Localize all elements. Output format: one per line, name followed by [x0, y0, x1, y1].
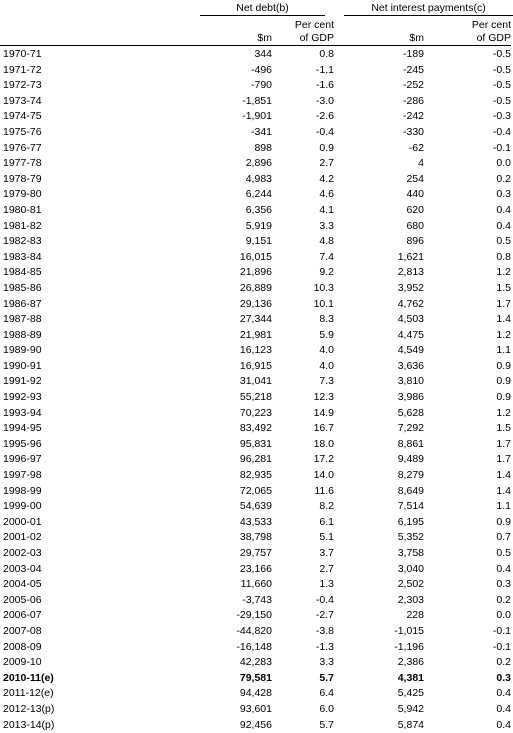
net-interest-cell: 4,549 — [397, 344, 424, 357]
year-cell: 1980-81 — [3, 203, 42, 216]
table-row — [0, 109, 513, 125]
net-debt-cell: 23,166 — [239, 562, 272, 575]
net-interest-cell: -1,015 — [394, 624, 424, 637]
year-cell: 1998-99 — [3, 484, 42, 497]
net-interest-cell: -189 — [402, 48, 424, 60]
table-row — [0, 671, 513, 687]
net-interest-cell: 8,649 — [397, 484, 424, 497]
net-interest-pct-cell: 1.2 — [496, 266, 511, 279]
year-cell: 1976-77 — [3, 141, 42, 154]
year-cell: 1981-82 — [3, 219, 42, 232]
net-interest-pct-cell: 1.7 — [496, 297, 511, 310]
net-debt-cell: 16,915 — [239, 359, 272, 372]
table-row — [0, 577, 513, 593]
net-debt-cell: -496 — [250, 63, 272, 76]
table-row — [0, 219, 513, 235]
table-row — [0, 374, 513, 390]
net-interest-pct-cell: 0.0 — [496, 609, 511, 622]
net-debt-pct-cell: -1.1 — [315, 63, 334, 76]
net-debt-pct-cell: 0.9 — [319, 141, 334, 154]
net-debt-cell: -341 — [250, 125, 272, 138]
net-interest-pct-cell: -0.4 — [492, 125, 511, 138]
table-row — [0, 47, 513, 63]
net-debt-cell: 6,244 — [245, 188, 272, 201]
net-debt-cell: 21,981 — [239, 328, 272, 341]
net-interest-pct-cell: 0.2 — [496, 172, 511, 185]
net-interest-cell: 5,628 — [397, 406, 424, 419]
net-interest-cell: -245 — [402, 63, 424, 76]
net-debt-cell: 31,041 — [239, 375, 272, 388]
net-interest-pct-cell: 0.9 — [496, 515, 511, 528]
table-row — [0, 421, 513, 437]
year-cell: 2002-03 — [3, 547, 42, 559]
table-row — [0, 78, 513, 94]
year-cell: 2009-10 — [3, 656, 42, 669]
year-cell: 2004-05 — [3, 578, 42, 591]
net-debt-pct-cell: 16.7 — [313, 422, 334, 435]
table-row — [0, 343, 513, 359]
year-cell: 1999-00 — [3, 500, 42, 513]
year-cell: 1975-76 — [3, 125, 42, 138]
net-debt-pct-cell: 5.1 — [319, 531, 334, 544]
net-debt-pct-cell: 3.3 — [319, 656, 334, 669]
net-interest-pct-cell: -0.5 — [492, 63, 511, 76]
table-row — [0, 452, 513, 468]
table-row — [0, 187, 513, 203]
net-debt-pct-cell: 6.0 — [319, 702, 334, 715]
year-cell: 1986-87 — [3, 297, 42, 310]
net-interest-pct-cell: 0.9 — [496, 391, 511, 404]
net-debt-pct-cell: 8.3 — [319, 313, 334, 326]
net-interest-cell: 5,352 — [397, 531, 424, 544]
year-cell: 1996-97 — [3, 453, 42, 466]
net-debt-pct-cell: 10.3 — [313, 281, 334, 294]
table-row — [0, 624, 513, 640]
year-cell: 2000-01 — [3, 515, 42, 528]
year-cell: 1997-98 — [3, 469, 42, 482]
net-interest-cell: 254 — [406, 172, 424, 185]
net-interest-pct-cell: 0.4 — [496, 219, 511, 232]
net-interest-cell: -62 — [408, 141, 424, 154]
net-debt-cell: 344 — [254, 48, 272, 60]
net-debt-pct-cell: 4.0 — [319, 359, 334, 372]
table-row — [0, 250, 513, 266]
net-debt-pct-cell: 14.9 — [313, 406, 334, 419]
net-debt-cell: 29,757 — [239, 547, 272, 559]
net-interest-pct-cell: -0.5 — [492, 79, 511, 92]
year-cell: 1982-83 — [3, 235, 42, 248]
net-interest-pct-cell: 1.5 — [496, 281, 511, 294]
net-debt-dollars-header: $m — [257, 32, 272, 44]
year-cell: 2001-02 — [3, 531, 42, 544]
net-interest-cell: 8,279 — [397, 469, 424, 482]
table-row — [0, 484, 513, 500]
net-interest-cell: 5,942 — [397, 702, 424, 715]
year-cell: 1974-75 — [3, 110, 42, 123]
net-debt-pct-header-line2: of GDP — [299, 32, 334, 44]
table-row — [0, 234, 513, 250]
net-debt-cell: 4,983 — [245, 172, 272, 185]
table-row — [0, 640, 513, 656]
net-debt-cell: -790 — [250, 79, 272, 92]
net-debt-cell: 83,492 — [239, 422, 272, 435]
net-debt-cell: 92,456 — [239, 718, 272, 731]
net-debt-pct-cell: 10.1 — [313, 297, 334, 310]
net-interest-pct-cell: -0.3 — [492, 110, 511, 123]
net-debt-pct-cell: -3.0 — [315, 94, 334, 107]
net-interest-pct-cell: -0.5 — [492, 94, 511, 107]
net-debt-pct-cell: 7.4 — [319, 250, 334, 263]
year-cell: 1989-90 — [3, 344, 42, 357]
table-row — [0, 265, 513, 281]
year-cell: 1993-94 — [3, 406, 42, 419]
net-interest-pct-cell: 1.5 — [496, 422, 511, 435]
table-row — [0, 141, 513, 157]
net-interest-pct-cell: 0.4 — [496, 562, 511, 575]
net-debt-pct-cell: 5.9 — [319, 328, 334, 341]
net-debt-cell: 16,123 — [239, 344, 272, 357]
table-row — [0, 312, 513, 328]
net-interest-cell: 5,425 — [397, 687, 424, 700]
net-debt-cell: 26,889 — [239, 281, 272, 294]
year-cell: 1991-92 — [3, 375, 42, 388]
net-interest-pct-cell: 0.8 — [496, 250, 511, 263]
net-interest-cell: 1,621 — [397, 250, 424, 263]
net-debt-pct-cell: -1.6 — [315, 79, 334, 92]
net-interest-pct-cell: 0.9 — [496, 375, 511, 388]
year-cell: 1990-91 — [3, 359, 42, 372]
net-debt-cell: 898 — [254, 141, 272, 154]
table-row — [0, 328, 513, 344]
net-debt-pct-cell: -3.8 — [315, 624, 334, 637]
table-row — [0, 94, 513, 110]
year-cell: 1972-73 — [3, 79, 42, 92]
net-debt-pct-cell: -2.6 — [315, 110, 334, 123]
table-row — [0, 608, 513, 624]
table-row — [0, 390, 513, 406]
net-interest-pct-cell: 1.2 — [496, 328, 511, 341]
net-interest-pct-header — [472, 19, 511, 45]
net-interest-pct-cell: -0.1 — [492, 640, 511, 653]
net-debt-cell: -44,820 — [236, 624, 272, 637]
net-debt-cell: 94,428 — [239, 687, 272, 700]
table-row — [0, 655, 513, 671]
net-debt-pct-cell: 4.2 — [319, 172, 334, 185]
net-debt-pct-cell: 4.8 — [319, 235, 334, 248]
net-debt-cell: 2,896 — [245, 157, 272, 170]
net-debt-pct-cell: -0.4 — [315, 593, 334, 606]
year-cell: 1987-88 — [3, 313, 42, 326]
net-debt-pct-cell: 2.7 — [319, 562, 334, 575]
net-debt-cell: 54,639 — [239, 500, 272, 513]
net-debt-cell: 79,581 — [239, 671, 272, 684]
net-interest-cell: 2,502 — [397, 578, 424, 591]
net-debt-pct-cell: 2.7 — [319, 157, 334, 170]
year-cell: 2005-06 — [3, 593, 42, 606]
year-cell: 1988-89 — [3, 328, 42, 341]
year-cell: 1994-95 — [3, 422, 42, 435]
net-debt-pct-cell: 4.1 — [319, 203, 334, 216]
net-interest-cell: 6,195 — [397, 515, 424, 528]
year-cell: 1984-85 — [3, 266, 42, 279]
table-row — [0, 686, 513, 702]
net-debt-cell: -1,901 — [242, 110, 272, 123]
net-interest-pct-cell: 0.4 — [496, 687, 511, 700]
table-row — [0, 718, 513, 733]
net-debt-cell: 27,344 — [239, 313, 272, 326]
net-interest-cell: 2,303 — [397, 593, 424, 606]
net-interest-pct-header-line2: of GDP — [476, 32, 511, 44]
net-interest-pct-cell: 0.3 — [496, 188, 511, 201]
year-cell: 2012-13(p) — [3, 702, 55, 715]
net-interest-pct-cell: 0.4 — [496, 203, 511, 216]
table-row — [0, 297, 513, 313]
net-interest-cell: 440 — [406, 188, 424, 201]
net-debt-cell: 43,533 — [239, 515, 272, 528]
net-debt-pct-cell: -0.4 — [315, 125, 334, 138]
net-debt-cell: 96,281 — [239, 453, 272, 466]
table-row — [0, 702, 513, 718]
net-debt-pct-cell: 11.6 — [314, 484, 334, 497]
net-debt-cell: 95,831 — [239, 437, 272, 450]
net-interest-cell: 4 — [418, 157, 424, 170]
net-interest-pct-cell: 1.7 — [496, 453, 511, 466]
table-row — [0, 125, 513, 141]
table-row — [0, 63, 513, 79]
net-interest-cell: 3,952 — [397, 281, 424, 294]
table-row — [0, 468, 513, 484]
net-interest-pct-cell: 0.4 — [496, 718, 511, 731]
year-cell: 1983-84 — [3, 250, 42, 263]
table-row — [0, 406, 513, 422]
year-cell: 1995-96 — [3, 437, 42, 450]
net-interest-cell: -286 — [402, 94, 424, 107]
net-interest-cell: 2,813 — [397, 266, 424, 279]
year-cell: 1985-86 — [3, 281, 42, 294]
year-cell: 1971-72 — [3, 63, 42, 76]
table-row — [0, 437, 513, 453]
net-interest-cell: 680 — [406, 219, 424, 232]
header-rule — [0, 45, 511, 46]
net-interest-pct-cell: 0.7 — [496, 531, 511, 544]
net-debt-cell: 38,798 — [239, 531, 272, 544]
net-interest-pct-cell: 1.1 — [496, 500, 511, 513]
year-cell: 2013-14(p) — [3, 718, 55, 731]
net-interest-cell: 4,381 — [397, 671, 424, 684]
net-debt-pct-cell: 4.0 — [319, 344, 334, 357]
net-interest-pct-cell: -0.1 — [492, 624, 511, 637]
net-interest-cell: 3,040 — [397, 562, 424, 575]
net-debt-pct-cell: 17.2 — [313, 453, 334, 466]
net-interest-pct-cell: 1.4 — [496, 484, 511, 497]
net-interest-pct-header-line1: Per cent — [471, 19, 511, 31]
net-debt-pct-cell: 3.7 — [319, 547, 334, 559]
net-interest-pct-cell: 0.5 — [496, 235, 511, 248]
net-debt-cell: 72,065 — [239, 484, 272, 497]
net-debt-pct-cell: 12.3 — [313, 391, 334, 404]
year-cell: 2010-11(e) — [3, 671, 54, 684]
net-debt-cell: -16,148 — [236, 640, 272, 653]
net-interest-pct-cell: 1.4 — [496, 313, 511, 326]
net-interest-cell: 3,986 — [397, 391, 424, 404]
net-debt-cell: 42,283 — [239, 656, 272, 669]
net-debt-cell: 16,015 — [239, 250, 272, 263]
net-interest-cell: 8,861 — [397, 437, 424, 450]
net-debt-pct-cell: 3.3 — [319, 219, 334, 232]
net-interest-pct-cell: 0.3 — [496, 671, 511, 684]
table-body — [0, 47, 513, 733]
net-interest-cell: 896 — [406, 235, 424, 248]
year-cell: 2008-09 — [3, 640, 42, 653]
net-debt-cell: 93,601 — [239, 702, 272, 715]
net-debt-cell: 82,935 — [239, 469, 272, 482]
net-interest-group-header: Net interest payments(c) — [344, 1, 513, 16]
net-interest-pct-cell: 1.7 — [496, 437, 511, 450]
net-debt-pct-cell: 5.7 — [319, 718, 334, 731]
net-debt-pct-cell: 6.1 — [319, 515, 334, 528]
net-interest-pct-cell: -0.1 — [492, 141, 511, 154]
net-debt-pct-cell: 6.4 — [319, 687, 334, 700]
net-interest-cell: 5,874 — [397, 718, 424, 731]
net-debt-pct-cell: 0.8 — [319, 48, 334, 60]
year-cell: 1978-79 — [3, 172, 42, 185]
table-row — [0, 203, 513, 219]
table-row — [0, 156, 513, 172]
net-debt-cell: 21,896 — [239, 266, 272, 279]
net-debt-cell: 9,151 — [245, 235, 272, 248]
year-cell: 2007-08 — [3, 624, 42, 637]
table-row — [0, 359, 513, 375]
net-debt-cell: 55,218 — [239, 391, 272, 404]
net-interest-cell: 228 — [406, 609, 424, 622]
net-interest-pct-cell: 1.1 — [496, 344, 511, 357]
year-cell: 1992-93 — [3, 391, 42, 404]
net-interest-cell: -330 — [402, 125, 424, 138]
net-debt-cell: 6,356 — [245, 203, 272, 216]
net-interest-pct-cell: 0.4 — [496, 702, 511, 715]
net-interest-pct-cell: 0.3 — [496, 578, 511, 591]
net-interest-pct-cell: 0.2 — [496, 593, 511, 606]
net-interest-pct-cell: 1.2 — [496, 406, 511, 419]
net-debt-cell: 29,136 — [239, 297, 272, 310]
year-cell: 1977-78 — [3, 157, 42, 170]
net-interest-cell: -252 — [402, 79, 424, 92]
net-debt-pct-cell: 7.3 — [319, 375, 334, 388]
net-interest-cell: 7,514 — [397, 500, 424, 513]
net-interest-cell: 4,503 — [397, 313, 424, 326]
net-interest-cell: 3,810 — [397, 375, 424, 388]
net-debt-pct-cell: 18.0 — [313, 437, 334, 450]
net-debt-pct-cell: 8.2 — [319, 500, 334, 513]
net-interest-cell: 2,386 — [397, 656, 424, 669]
table-row — [0, 515, 513, 531]
net-interest-cell: 3,758 — [397, 547, 424, 559]
net-interest-cell: 4,762 — [397, 297, 424, 310]
net-debt-pct-cell: 5.7 — [319, 671, 334, 684]
net-interest-cell: 3,636 — [397, 359, 424, 372]
net-debt-cell: -29,150 — [236, 609, 272, 622]
net-interest-pct-cell: 0.2 — [496, 656, 511, 669]
net-debt-cell: 11,660 — [240, 578, 272, 591]
net-interest-cell: 620 — [406, 203, 424, 216]
table-row — [0, 593, 513, 609]
net-debt-pct-cell: 4.6 — [319, 188, 334, 201]
year-cell: 2006-07 — [3, 609, 42, 622]
net-debt-cell: -3,743 — [242, 593, 272, 606]
net-debt-cell: 70,223 — [239, 406, 272, 419]
table-row — [0, 546, 513, 562]
net-debt-pct-cell: 1.3 — [319, 578, 334, 591]
net-interest-pct-cell: 1.4 — [496, 469, 511, 482]
table-row — [0, 562, 513, 578]
net-debt-pct-header-line1: Per cent — [294, 19, 334, 31]
table-row — [0, 499, 513, 515]
net-interest-cell: 7,292 — [397, 422, 424, 435]
net-interest-pct-cell: 0.9 — [496, 359, 511, 372]
net-interest-cell: 9,489 — [397, 453, 424, 466]
net-interest-cell: 4,475 — [397, 328, 424, 341]
net-interest-pct-cell: 0.0 — [496, 157, 511, 170]
net-debt-pct-cell: 14.0 — [313, 469, 334, 482]
net-interest-cell: -1,196 — [394, 640, 424, 653]
net-interest-pct-cell: 0.5 — [496, 547, 511, 559]
year-cell: 2011-12(e) — [3, 687, 54, 700]
net-interest-pct-cell: -0.5 — [492, 48, 511, 60]
net-debt-pct-cell: -1.3 — [315, 640, 334, 653]
table-row — [0, 530, 513, 546]
net-debt-pct-cell: -2.7 — [315, 609, 334, 622]
year-cell: 1973-74 — [3, 94, 42, 107]
net-debt-cell: 5,919 — [245, 219, 272, 232]
net-debt-cell: -1,851 — [242, 94, 272, 107]
net-interest-cell: -242 — [402, 110, 424, 123]
year-cell: 1970-71 — [3, 48, 42, 60]
year-cell: 1979-80 — [3, 188, 42, 201]
net-interest-dollars-header: $m — [409, 32, 424, 44]
table-row — [0, 281, 513, 297]
table-row — [0, 172, 513, 188]
year-cell: 2003-04 — [3, 562, 42, 575]
net-debt-pct-header — [295, 19, 334, 45]
net-debt-group-header: Net debt(b) — [200, 1, 325, 16]
net-debt-pct-cell: 9.2 — [319, 266, 334, 279]
